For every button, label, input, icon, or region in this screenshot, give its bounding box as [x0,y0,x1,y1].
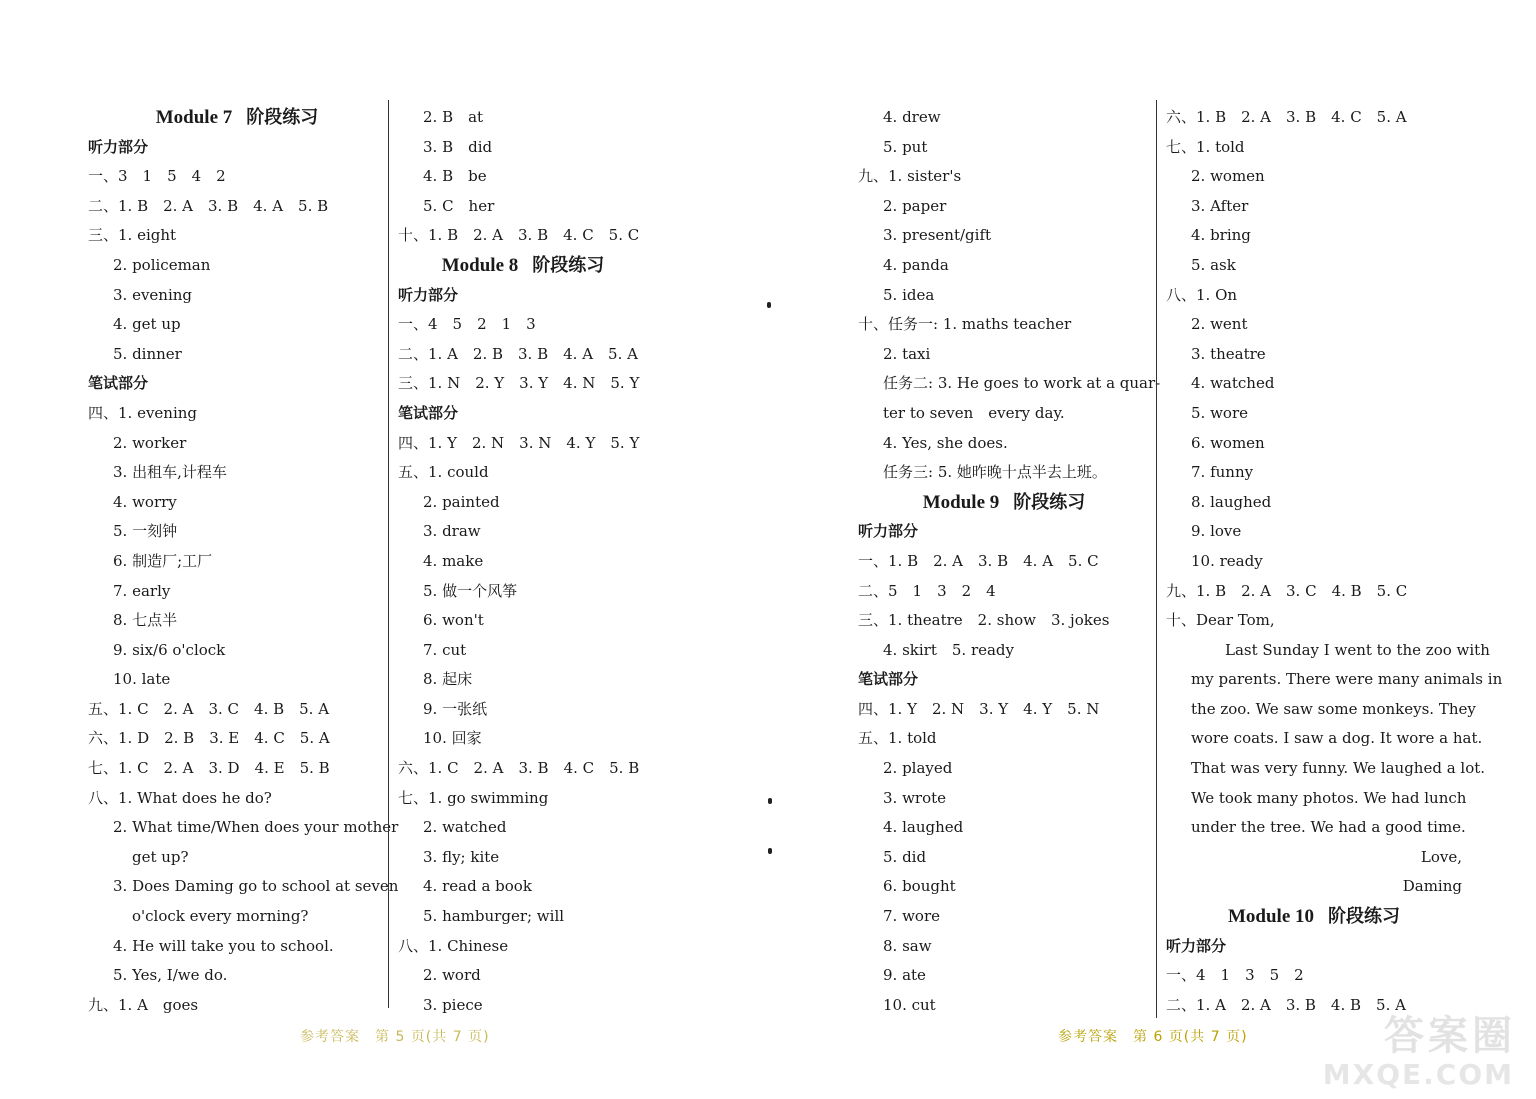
answer-line: 2. played [883,759,953,778]
answer-line: 五、1. could [398,463,489,482]
answer-line: 三、1. eight [88,226,177,245]
section-heading: 听力部分 [398,285,459,304]
answer-line: o'clock every morning? [132,907,309,926]
answer-line: ter to seven every day. [883,403,1065,422]
section-heading: 听力部分 [858,522,919,541]
watermark-url: MXQE.COM [1322,1058,1514,1091]
section-heading: 笔试部分 [88,374,149,393]
module-title [1166,902,1462,932]
answer-line: 4. get up [113,315,181,334]
module-name: Module 10 [1227,906,1315,928]
answer-line: 十、Dear Tom, [1166,611,1275,630]
module-title [398,251,648,281]
answer-line: 十、任务一: 1. maths teacher [858,315,1072,334]
answer-line: 八、1. On [1166,285,1238,304]
answer-line: 一、3 1 5 4 2 [88,167,226,186]
answer-line: 9. love [1191,522,1242,541]
binding-mark [767,302,771,308]
answer-line: wore coats. I saw a dog. It wore a hat. [1191,729,1483,748]
answer-line: 七、1. go swimming [398,788,549,807]
answer-line: 3. wrote [883,788,947,807]
answer-line: 四、1. Y 2. N 3. N 4. Y 5. Y [398,433,640,452]
answer-line: 4. worry [113,492,177,511]
answer-line: get up? [132,847,189,866]
answer-line: Daming [1402,877,1462,896]
answer-line: 八、1. What does he do? [88,788,272,807]
answer-line: 3. evening [113,285,193,304]
answer-line: 二、1. A 2. A 3. B 4. B 5. A [1166,995,1406,1014]
answer-line: 九、1. B 2. A 3. C 4. B 5. C [1166,581,1408,600]
answer-line: 一、4 1 3 5 2 [1166,966,1304,985]
answer-line: 4. B be [423,167,487,186]
answer-line: 2. What time/When does your mother [113,818,399,837]
module-subtitle: 阶段练习 [1013,491,1086,513]
answer-line: 6. won't [423,611,484,630]
answer-line: 二、5 1 3 2 4 [858,581,996,600]
answer-line: 5. hamburger; will [423,907,565,926]
section-heading: 听力部分 [1166,936,1227,955]
answer-line: 9. ate [883,966,926,985]
answer-line: 3. B did [423,137,493,156]
answer-line: 2. women [1191,167,1265,186]
binding-mark [768,848,772,854]
answer-line: 9. 一张纸 [423,699,488,718]
answer-line: 3. draw [423,522,481,541]
answer-line: 3. theatre [1191,344,1266,363]
answer-line: 一、4 5 2 1 3 [398,315,536,334]
answer-line: 5. Yes, I/we do. [113,966,228,985]
answer-line: We took many photos. We had lunch [1191,788,1467,807]
section-heading: 笔试部分 [858,670,919,689]
answer-line: 4. make [423,551,484,570]
answer-line: 3. Does Daming go to school at seven [113,877,399,896]
module-subtitle: 阶段练习 [1328,906,1401,928]
column-4 [1166,103,1503,1020]
answer-line: 4. laughed [883,818,964,837]
module-subtitle: 阶段练习 [246,107,319,128]
answer-line: 6. 制造厂;工厂 [113,551,213,570]
answer-line: 10. late [113,670,171,689]
answer-line: Love, [1420,847,1462,866]
answer-line: 10. cut [883,995,936,1014]
answer-line: 2. painted [423,492,500,511]
module-name: Module 8 [441,254,519,276]
module-title [858,488,1150,518]
answer-line: 8. 起床 [423,670,473,689]
answer-line: 2. paper [883,196,947,215]
answer-line: 8. 七点半 [113,611,178,630]
column-1 [88,103,399,1020]
answer-line: 5. dinner [113,344,182,363]
answer-line: 2. word [423,966,481,985]
answer-line: 三、1. theatre 2. show 3. jokes [858,611,1110,630]
answer-line: 4. watched [1191,374,1275,393]
answer-line: 二、1. A 2. B 3. B 4. A 5. A [398,344,638,363]
answer-line: 10. 回家 [423,729,482,748]
answer-line: 七、1. told [1166,137,1245,156]
answer-line: 2. watched [423,818,507,837]
answer-line: 九、1. sister's [858,167,962,186]
answer-line: 任务二: 3. He goes to work at a quar- [883,374,1161,393]
answer-line: 3. 出租车,计程车 [113,463,227,482]
binding-mark [768,798,772,804]
page-footer-left: 参考答案 第 5 页(共 7 页) [300,1029,490,1045]
answer-line: 9. six/6 o'clock [113,640,226,659]
answer-line: 六、1. B 2. A 3. B 4. C 5. A [1166,108,1407,126]
answer-line: 二、1. B 2. A 3. B 4. A 5. B [88,196,329,215]
answer-line: 4. panda [883,255,949,274]
answer-line: 5. put [883,137,928,156]
answer-line: 7. wore [883,907,940,926]
answer-line: 5. 一刻钟 [113,522,178,541]
column-2 [398,103,648,1020]
answer-line: 5. C her [423,196,495,215]
answer-line: 3. After [1191,196,1249,215]
answer-line: 六、1. D 2. B 3. E 4. C 5. A [88,729,330,748]
answer-line: 4. read a book [423,877,532,896]
answer-line: 5. wore [1191,403,1248,422]
column-divider [1156,100,1157,1018]
answer-line: 5. 做一个风筝 [423,581,518,600]
answer-line: 6. women [1191,433,1265,452]
section-heading: 笔试部分 [398,403,459,422]
answer-line: 九、1. A goes [88,995,199,1014]
answer-line: 2. B at [423,108,484,126]
answer-line: 一、1. B 2. A 3. B 4. A 5. C [858,551,1099,570]
answer-line: 10. ready [1191,551,1263,570]
answer-line: 五、1. C 2. A 3. C 4. B 5. A [88,699,330,718]
answer-line: 7. early [113,581,171,600]
column-divider [388,100,389,1008]
answer-line: 6. bought [883,877,956,896]
answer-line: 3. present/gift [883,226,992,245]
answer-line: 七、1. C 2. A 3. D 4. E 5. B [88,759,330,778]
answer-line: That was very funny. We laughed a lot. [1191,759,1486,778]
answer-line: 5. idea [883,285,935,304]
answer-line: 3. fly; kite [423,847,500,866]
section-heading: 听力部分 [88,137,149,156]
answer-line: my parents. There were many animals in [1191,670,1503,689]
answer-line: 5. ask [1191,255,1236,274]
answer-line: 4. bring [1191,226,1251,245]
answer-line: 8. saw [883,936,932,955]
answer-line: 4. He will take you to school. [113,936,334,955]
answer-line: 7. funny [1191,463,1254,482]
answer-line: 八、1. Chinese [398,936,509,955]
page-footer-right: 参考答案 第 6 页(共 7 页) [1058,1029,1248,1045]
answer-line: the zoo. We saw some monkeys. They [1191,699,1476,718]
answer-line: 五、1. told [858,729,937,748]
module-title [88,103,386,133]
answer-line: 7. cut [423,640,467,659]
watermark-logo: 答案圈 [1384,1013,1516,1059]
answer-line: 三、1. N 2. Y 3. Y 4. N 5. Y [398,374,640,393]
answer-line: 5. did [883,847,927,866]
answer-line: 2. taxi [883,344,931,363]
answer-line: 2. went [1191,315,1248,334]
answer-line: 3. piece [423,995,483,1014]
answer-line: 四、1. Y 2. N 3. Y 4. Y 5. N [858,699,1100,718]
answer-line: 六、1. C 2. A 3. B 4. C 5. B [398,759,640,778]
answer-line: 4. Yes, she does. [883,433,1008,452]
answer-line: 2. policeman [113,255,211,274]
answer-line: 四、1. evening [88,403,198,422]
answer-line: 4. skirt 5. ready [883,640,1015,659]
module-name: Module 7 [155,107,233,128]
answer-line: 8. laughed [1191,492,1272,511]
answer-line: 任务三: 5. 她昨晚十点半去上班。 [883,463,1107,482]
answer-line: under the tree. We had a good time. [1191,818,1466,837]
answer-line: 2. worker [113,433,187,452]
answer-line: 4. drew [883,108,941,126]
answer-line: 十、1. B 2. A 3. B 4. C 5. C [398,226,640,245]
module-name: Module 9 [922,491,1000,513]
column-3 [858,103,1161,1020]
module-subtitle: 阶段练习 [532,254,605,276]
answer-line: Last Sunday I went to the zoo with [1210,640,1490,659]
